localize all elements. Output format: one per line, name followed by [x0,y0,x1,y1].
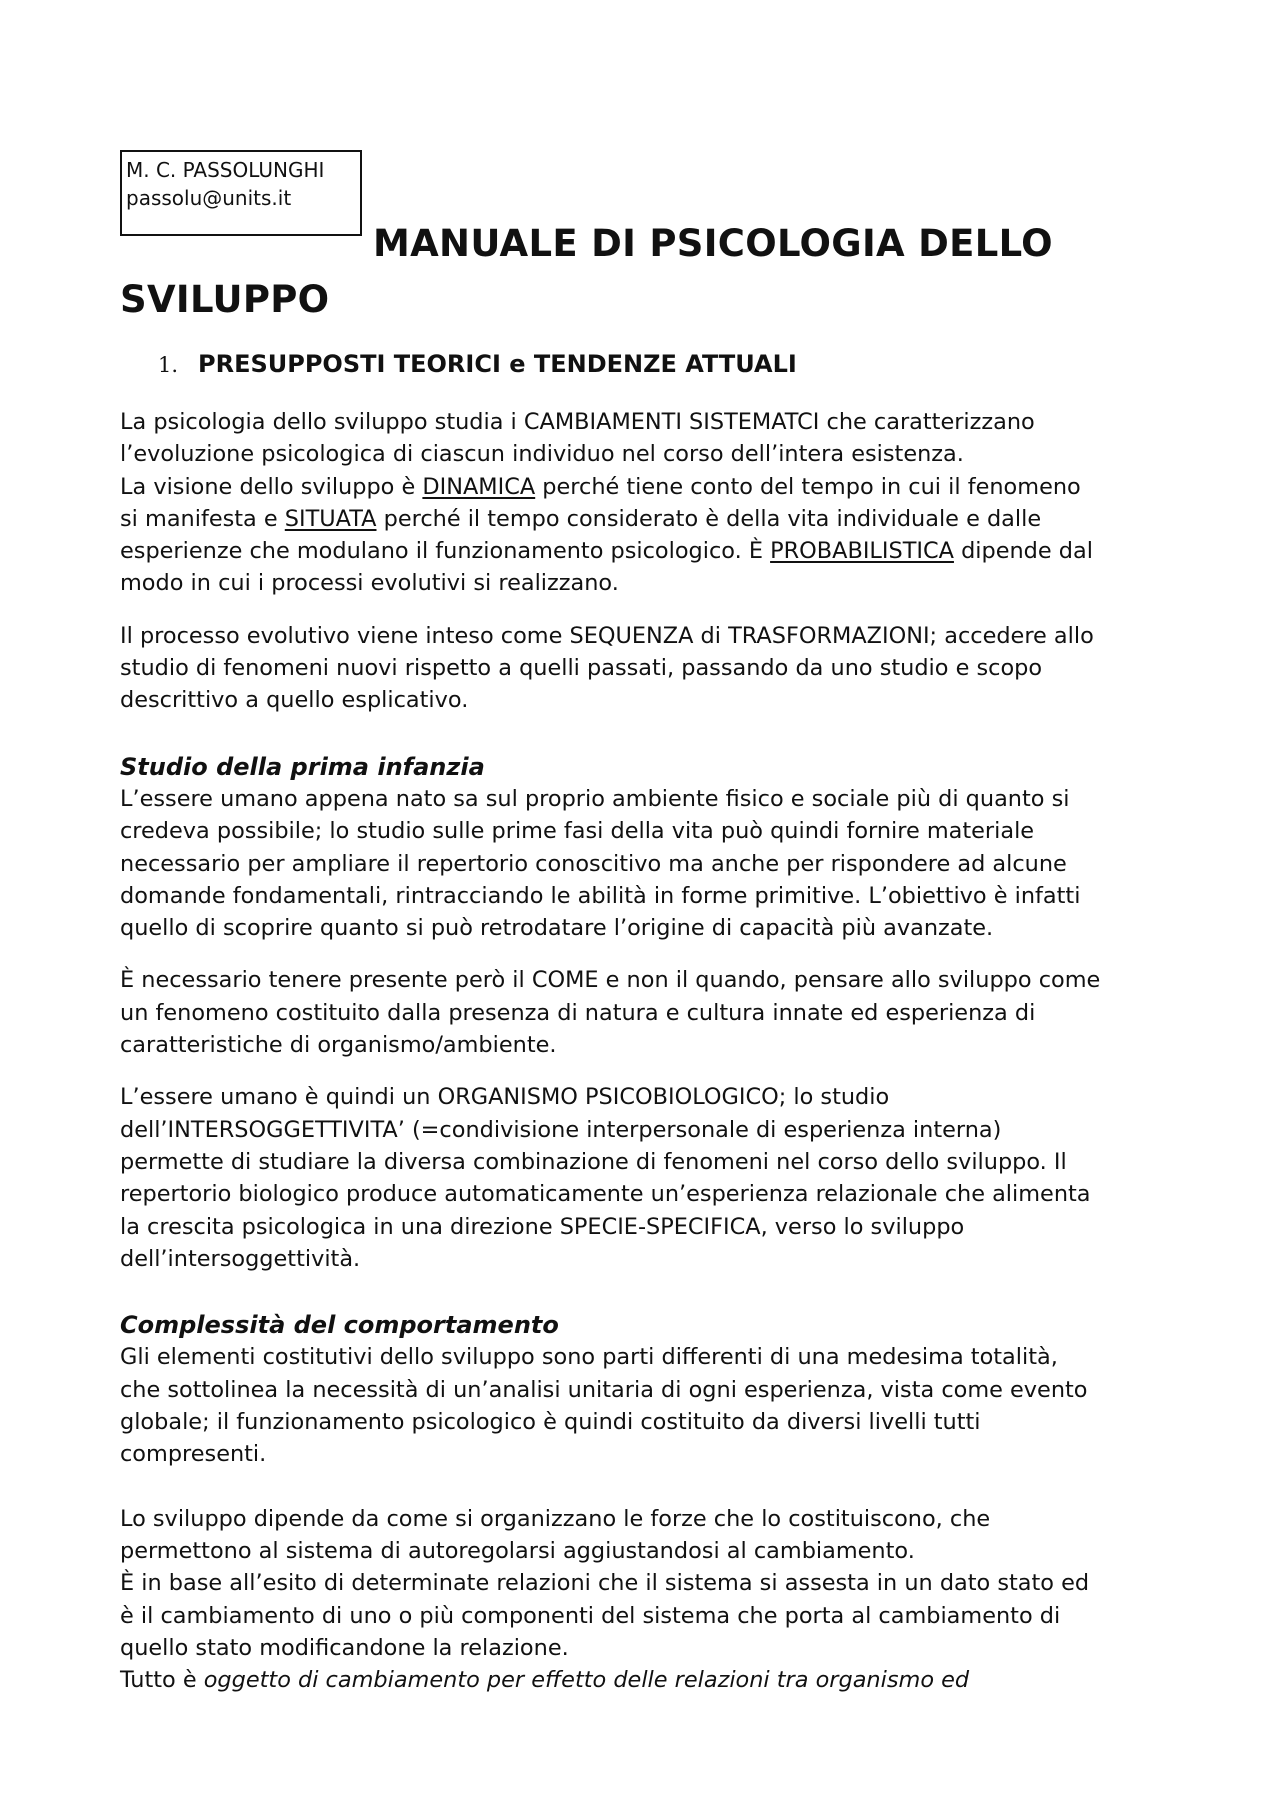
text-line: L’essere umano appena nato sa sul proprio ambiente fisico e sociale più di quanto si [120,785,1070,812]
author-box [120,150,362,236]
text-run: perché tiene conto del tempo in cui il fenomeno [535,473,1081,500]
text-line: repertorio biologico produce automaticamente un’esperienza relazionale che alimenta [120,1181,1091,1208]
text-line [120,471,1180,503]
section-heading [158,350,797,378]
text-line: globale; il funzionamento psicologico è quindi costituito da diversi livelli tutti [120,1409,981,1436]
text-line: Il processo evolutivo viene inteso come SEQUENZA di TRASFORMAZIONI; accedere allo [120,622,1094,649]
text-line: credeva possibile; lo studio sulle prime fasi della vita può quindi fornire materiale [120,818,1035,845]
author-email: passolu@units.it [126,186,292,210]
text-line: quello di scoprire quanto si può retrodatare l’origine di capacità più avanzate. [120,915,994,942]
text-line: studio di fenomeni nuovi rispetto a quelli passati, passando da uno studio e scopo [120,655,1043,682]
subheading-complessita: Complessità del comportamento [120,1311,559,1340]
text-run: dipende dal [953,538,1093,565]
text-line: descrittivo a quello esplicativo. [120,687,469,714]
text-line: La psicologia dello sviluppo studia i CAMBIAMENTI SISTEMATCI che caratterizzano [120,409,1035,435]
text-line: necessario per ampliare il repertorio conoscitivo ma anche per rispondere ad alcune [120,850,1067,877]
author-name: M. C. PASSOLUNGHI [126,158,325,182]
text-line: permette di studiare la diversa combinazione di fenomeni nel corso dello sviluppo. Il [120,1148,1067,1175]
document-title-line2: SVILUPPO [120,278,330,321]
text-run: Tutto è [120,1667,204,1694]
text-line: compresenti. [120,1441,267,1468]
text-run: si manifesta e [120,505,285,532]
subheading-prima-infanzia: Studio della prima infanzia [120,752,485,781]
paragraph-6 [120,1341,1180,1470]
text-line: È necessario tenere presente però il COME e non il quando, pensare allo sviluppo come [120,967,1101,994]
text-line: caratteristiche di organismo/ambiente. [120,1032,557,1059]
underlined-term: PROBABILISTICA [770,538,954,565]
paragraph-4 [120,964,1180,1061]
underlined-term: DINAMICA [422,473,536,500]
underlined-term: SITUATA [284,505,377,532]
section-number: 1. [158,353,179,377]
text-line: Gli elementi costitutivi dello sviluppo sono parti differenti di una medesima totalità, [120,1344,1058,1371]
text-line: la crescita psicologica in una direzione SPECIE-SPECIFICA, verso lo sviluppo [120,1213,965,1240]
text-line: L’essere umano è quindi un ORGANISMO PSICOBIOLOGICO; lo studio [120,1084,890,1111]
text-line: permettono al sistema di autoregolarsi aggiustandosi al cambiamento. [120,1537,915,1564]
text-line: È in base all’esito di determinate relazioni che il sistema si assesta in un dato stato ed [120,1570,1090,1597]
paragraph-5 [120,1081,1180,1275]
document-body [120,406,1180,1696]
text-run: La visione dello sviluppo è [120,473,423,500]
text-line [120,503,1180,535]
paragraph-2 [120,620,1180,717]
text-line [120,1664,1180,1696]
paragraph-3 [120,783,1180,944]
text-line: domande fondamentali, rintracciando le abilità in forme primitive. L’obiettivo è infatti [120,882,1081,909]
section-title: PRESUPPOSTI TEORICI e TENDENZE ATTUALI [198,350,797,378]
text-line: l’evoluzione psicologica di ciascun individuo nel corso dell’intera esistenza. [120,441,964,468]
text-line: dell’intersoggettività. [120,1245,361,1272]
text-line: è il cambiamento di uno o più componenti del sistema che porta al cambiamento di [120,1602,1061,1629]
paragraph-7 [120,1503,1180,1697]
text-run: perché il tempo considerato è della vita individuale e dalle [376,505,1042,532]
italic-run: oggetto di cambiamento per effetto delle relazioni tra organismo ed [203,1667,970,1694]
text-line: un fenomeno costituito dalla presenza di natura e cultura innate ed esperienza di [120,999,1036,1026]
text-line [120,535,1180,567]
text-line: modo in cui i processi evolutivi si realizzano. [120,570,619,597]
text-line: quello stato modificandone la relazione. [120,1634,569,1661]
text-run: esperienze che modulano il funzionamento psicologico. È [120,538,771,565]
paragraph-1 [120,406,1180,600]
text-line: Lo sviluppo dipende da come si organizzano le forze che lo costituiscono, che [120,1505,991,1532]
text-line: che sottolinea la necessità di un’analisi unitaria di ogni esperienza, vista come evento [120,1376,1088,1403]
document-title-line1: MANUALE DI PSICOLOGIA DELLO [373,222,1053,265]
text-line: dell’INTERSOGGETTIVITA’ (=condivisione interpersonale di esperienza interna) [120,1116,1002,1143]
